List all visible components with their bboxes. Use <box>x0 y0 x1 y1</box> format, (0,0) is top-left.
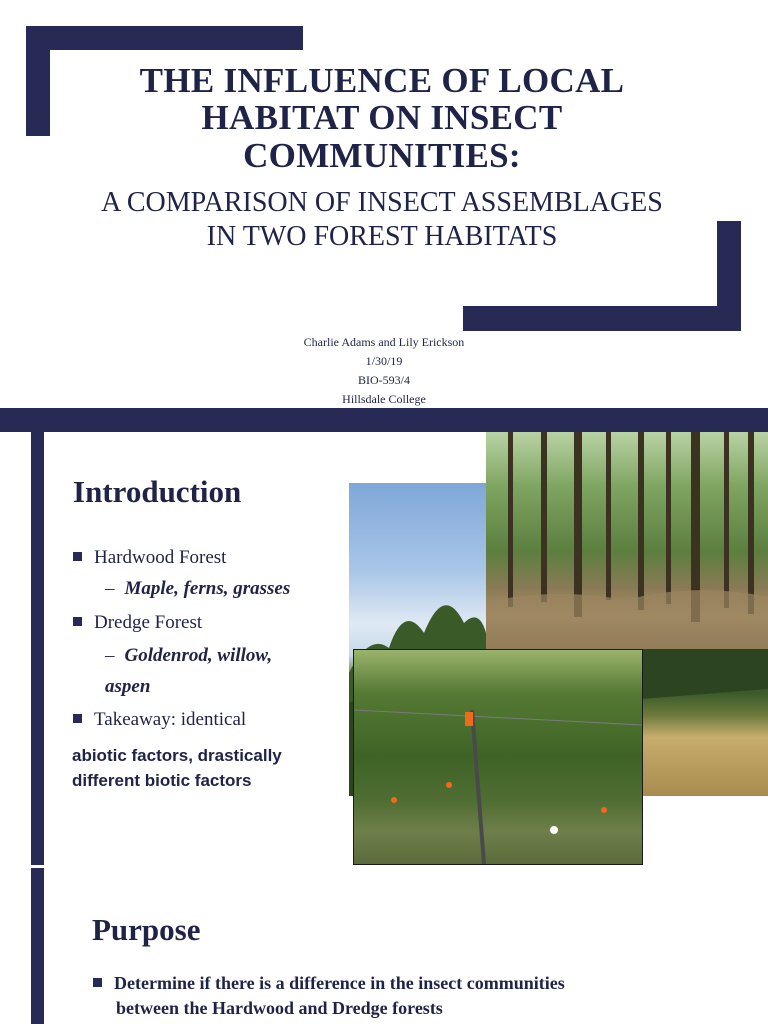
title-meta <box>234 333 534 409</box>
intro-item-hardwood: Hardwood Forest <box>73 547 226 569</box>
purpose-item-cont: between the Hardwood and Dredge forests <box>116 998 443 1018</box>
slide-divider <box>0 408 768 432</box>
date: 1/30/19 <box>365 354 403 368</box>
corner-bar-bottom <box>463 306 741 331</box>
course-code: BIO-593/4 <box>358 373 410 387</box>
fence-post-icon <box>354 650 642 864</box>
intro-sub-hardwood: – Maple, ferns, grasses <box>105 578 291 599</box>
intro-sub-dredge: – Goldenrod, willow, <box>105 645 273 666</box>
slide-subtitle: A COMPARISON OF INSECT ASSEMBLAGES IN TWO FOREST HABITATS <box>101 187 663 252</box>
intro-sub-dredge-cont: aspen <box>105 676 151 697</box>
authors: Charlie Adams and Lily Erickson <box>303 335 465 349</box>
field-horizon-icon <box>641 649 768 796</box>
purpose-item: Determine if there is a difference in the insect communities <box>93 973 565 994</box>
bullet-square-icon <box>73 714 82 723</box>
photo-grass-field <box>641 649 768 796</box>
slide-title: THE INFLUENCE OF LOCAL HABITAT ON INSECT COMMUNITIES: <box>139 61 625 175</box>
introduction-heading: Introduction <box>73 474 242 509</box>
corner-bar-left <box>26 26 50 136</box>
slide2-accent-bar <box>31 432 44 865</box>
bullet-square-icon <box>73 552 82 561</box>
school: Hillsdale College <box>342 392 426 406</box>
slide3-accent-bar <box>31 868 44 1024</box>
corner-bar-right <box>717 221 741 331</box>
purpose-heading: Purpose <box>92 912 201 947</box>
intro-item-dredge: Dredge Forest <box>73 612 202 634</box>
photo-hardwood-forest <box>486 432 768 649</box>
photo-dredge-forest <box>353 649 643 865</box>
tree-trunks-icon <box>486 432 768 649</box>
bullet-square-icon <box>73 617 82 626</box>
intro-takeaway-cont: abiotic factors, drastically different biotic factors <box>72 746 282 790</box>
bullet-square-icon <box>93 978 102 987</box>
intro-item-takeaway: Takeaway: identical <box>73 709 246 731</box>
corner-bar-top <box>26 26 303 50</box>
